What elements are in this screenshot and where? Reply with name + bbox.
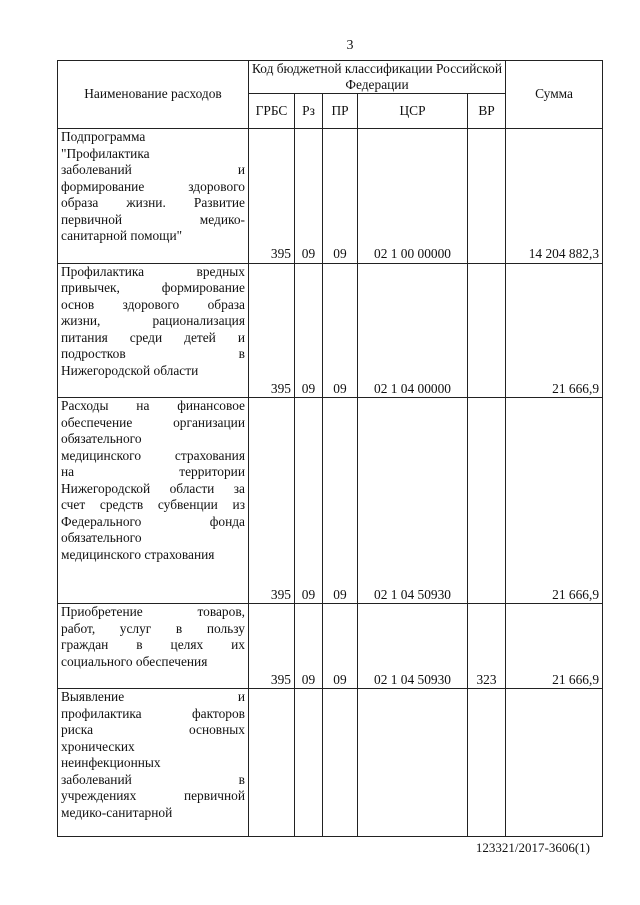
header-pr: ПР	[323, 94, 358, 129]
description-line: социального обеспечения	[61, 653, 208, 669]
header-vr: ВР	[468, 94, 506, 129]
description-line: Нижегородской области за	[61, 480, 245, 496]
description-line: хронических	[61, 738, 135, 754]
description-line: Выявление и	[61, 689, 245, 704]
description-line: счет средств субвенции из	[61, 497, 245, 512]
description-line: работ, услуг в пользу	[61, 620, 245, 636]
description-line: питания среди детей и	[61, 329, 245, 345]
table-row	[58, 604, 603, 689]
cell-sum: 14 204 882,3	[506, 129, 603, 264]
cell-sum: 21 666,9	[506, 604, 603, 689]
cell-rz: 09	[295, 263, 323, 398]
description-line: Приобретение товаров,	[61, 604, 245, 619]
description-line: подростков в	[61, 346, 245, 361]
cell-vr	[468, 689, 506, 837]
description-line: обязательного	[61, 530, 142, 545]
table-row	[58, 129, 603, 264]
table-body	[58, 129, 603, 837]
description-line: Профилактика вредных	[61, 263, 245, 279]
description-line: Подпрограмма	[61, 129, 146, 144]
cell-pr: 09	[323, 604, 358, 689]
description-line: Нижегородской области	[61, 362, 199, 378]
description-line: медицинского страхования	[61, 546, 215, 562]
description-line: неинфекционных	[61, 755, 161, 770]
description-line: медико-санитарной	[61, 804, 173, 820]
row-description	[58, 604, 249, 689]
description-line: медицинского страхования	[61, 447, 245, 463]
description-line: формирование здорового	[61, 178, 245, 194]
document-reference: 123321/2017-3606(1)	[475, 840, 590, 855]
row-description	[58, 398, 249, 604]
description-line: образа жизни. Развитие	[61, 195, 245, 210]
cell-grbs	[249, 689, 295, 837]
table-row	[58, 398, 603, 604]
row-description	[58, 689, 249, 837]
description-line: риска основных	[61, 722, 245, 737]
page-number: 3	[346, 38, 354, 53]
description-line: Федерального фонда	[61, 513, 245, 529]
cell-grbs: 395	[249, 129, 295, 264]
cell-vr	[468, 398, 506, 604]
header-sum-column: Сумма	[506, 61, 603, 129]
cell-pr	[323, 689, 358, 837]
description-line: санитарной помощи"	[61, 228, 183, 243]
cell-vr	[468, 129, 506, 264]
cell-sum: 21 666,9	[506, 263, 603, 398]
description-line: на территории	[61, 464, 245, 479]
description-line: заболеваний в	[61, 771, 245, 787]
description-line: основ здорового образа	[61, 296, 245, 312]
cell-vr	[468, 263, 506, 398]
header-name-column: Наименование расходов	[58, 61, 249, 129]
cell-rz: 09	[295, 398, 323, 604]
table-row	[58, 263, 603, 398]
row-description	[58, 263, 249, 398]
description-line: Расходы на финансовое	[61, 398, 245, 413]
description-line: привычек, формирование	[61, 280, 245, 295]
cell-grbs: 395	[249, 398, 295, 604]
header-grbs: ГРБС	[249, 94, 295, 129]
cell-csr	[358, 689, 468, 837]
cell-rz	[295, 689, 323, 837]
cell-sum	[506, 689, 603, 837]
cell-pr: 09	[323, 129, 358, 264]
cell-pr: 09	[323, 398, 358, 604]
description-line: заболеваний и	[61, 162, 245, 177]
cell-rz: 09	[295, 129, 323, 264]
description-line: первичной медико-	[61, 211, 245, 227]
table-row	[58, 689, 603, 837]
cell-csr: 02 1 04 00000	[358, 263, 468, 398]
description-line: профилактика факторов	[61, 705, 245, 721]
cell-grbs: 395	[249, 604, 295, 689]
description-line: граждан в целях их	[61, 637, 245, 652]
header-code-column: Код бюджетной классификации Российской Федерации	[249, 61, 506, 94]
cell-csr: 02 1 04 50930	[358, 398, 468, 604]
cell-grbs: 395	[249, 263, 295, 398]
cell-csr: 02 1 04 50930	[358, 604, 468, 689]
description-line: учреждениях первичной	[61, 788, 245, 803]
description-line: жизни, рационализация	[61, 313, 245, 328]
description-line: обязательного	[61, 431, 142, 446]
row-description	[58, 129, 249, 264]
budget-table	[57, 60, 603, 837]
cell-vr: 323	[468, 604, 506, 689]
description-line: обеспечение организации	[61, 414, 245, 430]
cell-sum: 21 666,9	[506, 398, 603, 604]
header-csr: ЦСР	[358, 94, 468, 129]
header-rz: Рз	[295, 94, 323, 129]
cell-rz: 09	[295, 604, 323, 689]
cell-pr: 09	[323, 263, 358, 398]
cell-csr: 02 1 00 00000	[358, 129, 468, 264]
description-line: "Профилактика	[61, 145, 150, 161]
